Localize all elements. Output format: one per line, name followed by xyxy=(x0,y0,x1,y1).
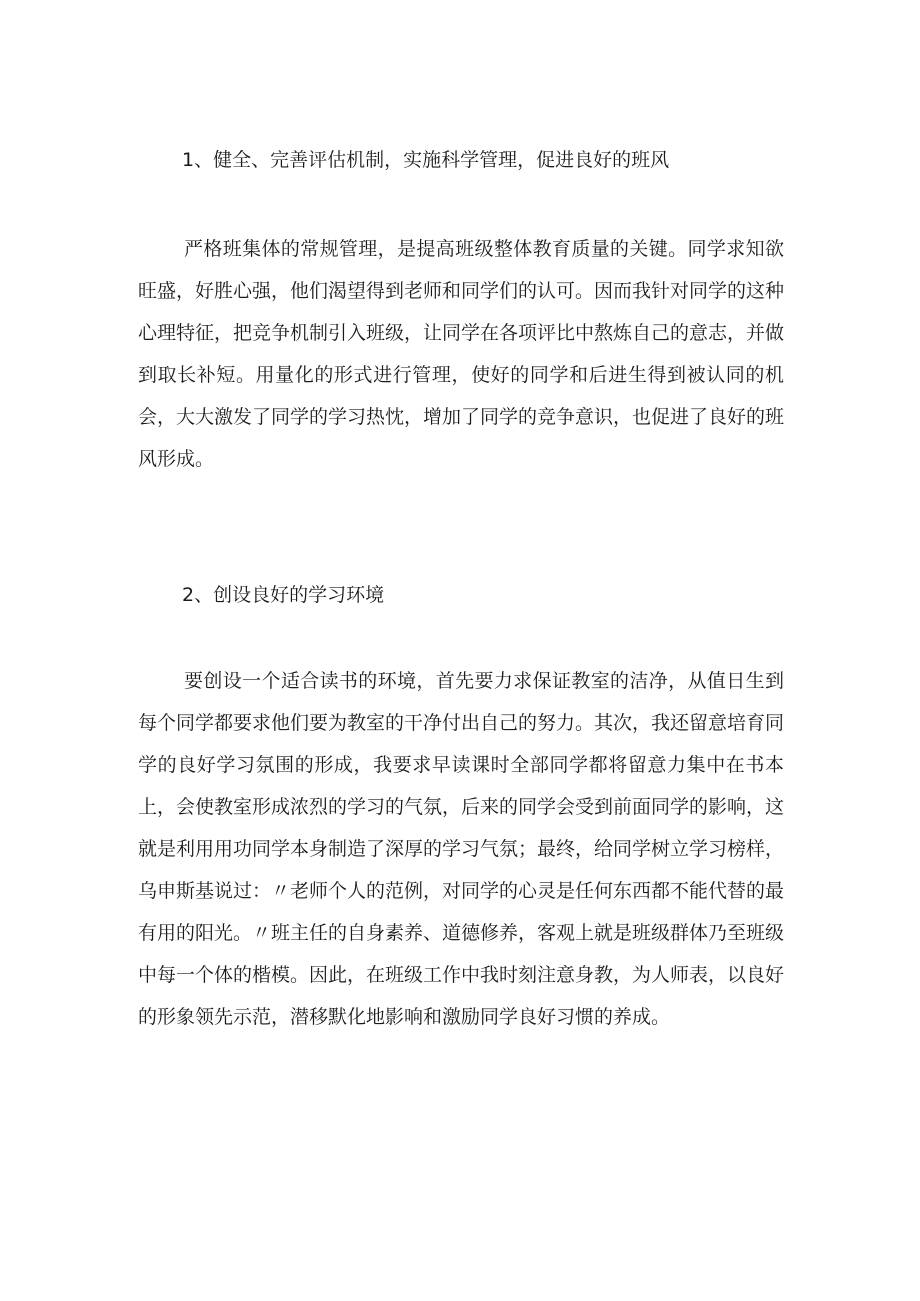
section-2-paragraph: 要创设一个适合读书的环境，首先要力求保证教室的洁净，从值日生到每个同学都要求他们要为教室的干净付出自己的努力。其次，我还留意培育同学的良好学习氛围的形成，我要求早读课时全部同学都将留意力集中在书本上，会使教室形成浓烈的学习的气氛，后来的同学会受到前面同学的影响，这就是利用用功同学本身制造了深厚的学习气氛；最终，给同学树立学习榜样，乌申斯基说过：〃老师个人的范例，对同学的心灵是任何东西都不能代替的最有用的阳光。〃班主任的自身素养、道德修养，客观上就是班级群体乃至班级中每一个体的楷模。因此，在班级工作中我时刻注意身教，为人师表，以良好的形象领先示范，潜移默化地影响和激励同学良好习惯的养成。 xyxy=(138,670,785,1028)
section-2-heading: 2、创设良好的学习环境 xyxy=(182,584,385,606)
section-1-paragraph: 严格班集体的常规管理，是提高班级整体教育质量的关键。同学求知欲旺盛，好胜心强，他们渴望得到老师和同学们的认可。因而我针对同学的这种心理特征，把竞争机制引入班级，让同学在各项评比中熬炼自己的意志，并做到取长补短。用量化的形式进行管理，使好的同学和后进生得到被认同的机会，大大激发了同学的学习热忱，增加了同学的竞争意识，也促进了良好的班风形成。 xyxy=(138,238,785,470)
section-1-heading: 1、健全、完善评估机制，实施科学管理，促进良好的班风 xyxy=(182,149,670,171)
